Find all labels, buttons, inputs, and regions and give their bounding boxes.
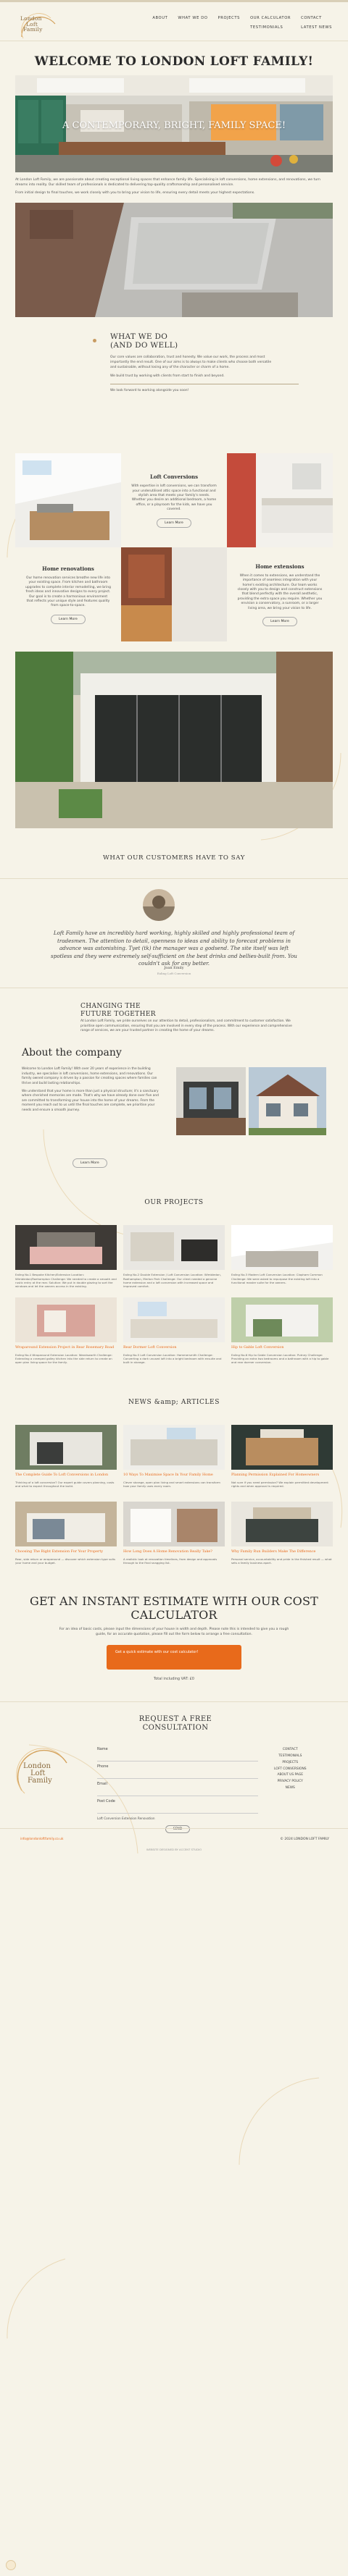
changing-future-section <box>0 988 348 1044</box>
accent-dot <box>93 339 96 342</box>
footer-logo-line-2: Loft <box>30 1769 46 1778</box>
nav-calculator[interactable]: OUR CALCULATOR <box>250 16 291 20</box>
cookie-settings-icon[interactable] <box>6 2560 16 2570</box>
avatar <box>143 889 175 921</box>
news-excerpt: Thinking of a loft conversion? Our expert guide covers planning, costs and what to expect throughout the build. <box>15 1480 115 1488</box>
nav-about[interactable]: ABOUT <box>152 16 168 20</box>
project-title[interactable]: Wraparound Extension Project in Rear Rosemary Road <box>15 1345 115 1350</box>
service-body-ext: When it comes to extensions, we understand the importance of seamless integration with your home's existing architecture. Our team works closely with you to design and construct extensions that blend perfectly with the overall aesthetic, providing the extra space you require. Whether you envision a conservatory, a sunroom, or a larger living area, we bring your vision to life. <box>237 573 323 610</box>
intro-paragraph-2: From initial design to final touches, we work closely with you to bring your vision to life, ensuring every detail meets your highest expectations. <box>15 190 255 195</box>
testimonials-title: WHAT OUR CUSTOMERS HAVE TO SAY <box>102 854 246 862</box>
news-title-link[interactable]: How Long Does A Home Renovation Really Take? <box>123 1549 212 1554</box>
testimonial-author: Joan Emily <box>164 966 184 971</box>
hero-caption: A CONTEMPORARY, BRIGHT, FAMILY SPACE! <box>62 120 286 131</box>
about-section <box>0 1044 348 1179</box>
what-we-do-section <box>0 317 348 453</box>
nav-latest-news[interactable]: LATEST NEWS <box>301 25 332 30</box>
estimate-total: Total including VAT: £0 <box>154 1676 194 1681</box>
about-paragraph-1: Welcome to London Loft Family! With over 20 years of experience in the building industry, we specialise in loft conversions, home extensions, and renovations. Our family owned company is driven by a passion for creating spaces where families can thrive and build lasting relationships. <box>22 1067 157 1085</box>
footer-logo[interactable] <box>16 1746 74 1799</box>
footer-link[interactable]: CONTACT <box>282 1748 298 1752</box>
news-excerpt: A realistic look at renovation timelines, from design and approvals through to the final snagging list. <box>123 1557 218 1565</box>
about-learn-more-button[interactable]: Learn More <box>72 1158 107 1168</box>
footer-link[interactable]: ABOUT US PAGE <box>277 1773 304 1777</box>
service-image-stairs <box>121 547 227 641</box>
project-meta: Ealing No.4 Wraparound Extension Location: Wandsworth Challenge: Extending a cramped galley kitchen into the side return to create an open plan living space for the family. <box>15 1352 112 1365</box>
nav-testimonials[interactable]: TESTIMONIALS <box>250 25 283 30</box>
footer-link[interactable]: PROJECTS <box>282 1760 299 1764</box>
project-meta: Ealing No.6 Hip to Gable Conversion Location: Putney Challenge: Providing an extra two bedrooms and a bathroom with a hip to gable and rear dormer conversion. <box>231 1352 329 1365</box>
about-paragraph-2: We understand that your home is more than just a physical structure; it's a sanctuary where cherished memories are made. That's why we have already done over five and are committed to transforming your house into the home of your dreams. From the moment you reach out to us until the final touches are complete, we prioritise your needs and ensure a smooth journey. <box>22 1090 159 1112</box>
about-image-dormer <box>176 1067 246 1135</box>
consult-form <box>97 1746 258 1833</box>
send-button[interactable]: SEND <box>165 1825 191 1833</box>
extension-patio-image <box>15 652 333 828</box>
project-card[interactable] <box>231 1297 333 1379</box>
news-excerpt: Not sure if you need permission? We explain permitted development rights and when approval is required. <box>231 1480 328 1488</box>
consult-title: REQUEST A FREE CONSULTATION <box>138 1715 212 1732</box>
nav-contact[interactable]: CONTACT <box>301 16 322 20</box>
project-card[interactable] <box>123 1225 225 1297</box>
changing-body: At London Loft Family, we pride ourselves on our attention to detail, professionalism, and commitment to customer satisfaction. We prioritise open communication, ensuring that you are involved in every step of the process. With our experience and comprehensive range of services, we are your trusted partner in creating the home of your dreams. <box>80 1019 292 1033</box>
learn-more-reno-button[interactable]: Learn More <box>51 615 86 624</box>
service-image-bedroom <box>227 453 333 547</box>
what-we-do-title: WHAT WE DO (AND DO WELL) <box>110 332 178 350</box>
footer-credit: WEBSITE DESIGNED BY ACCENT STUDIO <box>146 1848 202 1852</box>
about-title: About the company <box>22 1047 122 1059</box>
footer-logo-line-3: Family <box>28 1777 52 1785</box>
site-footer <box>0 1828 348 1857</box>
service-home-extensions <box>227 547 333 641</box>
service-home-renovations <box>15 547 121 641</box>
logo-line-3: Family <box>23 26 43 33</box>
cost-calculator-button[interactable]: Get a quick estimate with our cost calculator! <box>107 1645 241 1670</box>
footer-copyright: © 2024 LONDON LOFT FAMILY <box>280 1838 329 1842</box>
footer-link[interactable]: PRIVACY POLICY <box>277 1779 303 1783</box>
postcode-field[interactable]: Post Code <box>97 1798 258 1814</box>
news-card[interactable] <box>15 1502 117 1578</box>
name-field[interactable]: Name <box>97 1746 258 1761</box>
site-header <box>0 2 348 41</box>
hero-image <box>15 75 333 172</box>
service-title-reno: Home renovations <box>42 565 94 572</box>
main-nav <box>152 16 332 30</box>
project-meta: Ealing No.2 Double Extension / Loft Conversion Location: Wimbledon, Roehampton, Merton Park Challenge: Our client needed a genuine home extension and a loft conversion with increased space and improved comfort. <box>123 1273 221 1289</box>
phone-field[interactable]: Phone <box>97 1763 258 1779</box>
project-card[interactable] <box>231 1225 333 1297</box>
project-title[interactable]: Rear Dormer Loft Conversion <box>123 1345 177 1350</box>
testimonials-header <box>0 828 348 879</box>
logo-line-2: Loft <box>26 20 38 28</box>
service-checkboxes[interactable]: Loft Conversion Extension Renovation <box>97 1817 155 1821</box>
intro-paragraph-1: At London Loft Family, we are passionate about creating exceptional living spaces that enhance family life. Specialising in loft conversions, home extensions, and renovations, we turn dreams into reality. Our skilled team of professionals is dedicated to delivering top-quality craftsmanship and personalised service. <box>15 178 320 187</box>
page-title: WELCOME TO LONDON LOFT FAMILY! <box>34 54 314 69</box>
footer-link[interactable]: LOFT CONVERSIONS <box>274 1767 307 1771</box>
news-card[interactable] <box>15 1425 117 1502</box>
footer-nav <box>274 1747 307 1791</box>
intro-text <box>15 178 333 195</box>
news-card[interactable] <box>123 1425 225 1502</box>
testimonial <box>0 879 348 988</box>
changing-title: CHANGING THE FUTURE TOGETHER <box>80 1003 156 1018</box>
what-we-do-p2: We build trust by working with clients from start to finish and beyond. <box>110 374 225 379</box>
news-header <box>0 1379 348 1425</box>
learn-more-ext-button[interactable]: Learn More <box>262 617 297 626</box>
news-title: NEWS &amp; ARTICLES <box>128 1399 220 1407</box>
estimate-body: For an idea of basic costs, please input the dimensions of your house in width and depth. Please note this is intended to give you a rough guide, for an accurate quotation, please fill out the form below to arrange a free consultation. <box>59 1628 289 1636</box>
nav-what-we-do[interactable]: WHAT WE DO <box>178 16 208 20</box>
learn-more-loft-button[interactable]: Learn More <box>157 518 191 528</box>
site-logo[interactable] <box>16 9 64 41</box>
news-card[interactable] <box>231 1502 333 1578</box>
project-card[interactable] <box>15 1297 117 1379</box>
service-title-loft: Loft Conversions <box>149 473 199 481</box>
service-loft-conversions <box>121 453 227 547</box>
what-we-do-p3: We look forward to working alongside you soon! <box>110 388 189 392</box>
projects-grid <box>15 1225 333 1379</box>
roof-illustration <box>15 203 333 317</box>
estimate-title: GET AN INSTANT ESTIMATE WITH OUR COST CALCULATOR <box>30 1594 318 1622</box>
logo-line-1: London <box>20 15 42 22</box>
news-title-link[interactable]: Planning Permission Explained For Homeowners <box>231 1473 320 1478</box>
what-we-do-p1: Our core values are collaboration, trust and honesty. We value our work, the process and most importantly the end result. One of our aims is to always to make clients who choose both versatile and sustainable, without losing any of the character or charm of a home. <box>110 355 272 369</box>
project-card[interactable] <box>15 1225 117 1297</box>
estimate-section <box>0 1578 348 1701</box>
email-field[interactable]: Email <box>97 1780 258 1796</box>
service-body-loft: With expertise in loft conversions, we can transform your underutilised attic space into a functional and stylish area that meets your family's needs. Whether you desire an additional bedroom, a home office, or a playroom for the kids, we have you covered. <box>131 484 217 512</box>
projects-header <box>0 1179 348 1225</box>
testimonial-quote: Loft Family have an incredibly hard working, highly skilled and highly professional team of tradesmen. The attention to detail, openness to ideas and ability to forecast problems in advance was astonishing. Tyet (tk) the manager was a godsend. The site itself was left spotless and they were extremely self-sufficient on the best drinks and bellies-built from. You couldn't ask for any better. <box>51 930 297 967</box>
news-grid <box>15 1425 333 1578</box>
service-title-ext: Home extensions <box>255 563 304 570</box>
news-title-link[interactable]: The Complete Guide To Loft Conversions in London <box>15 1473 109 1478</box>
project-meta: Ealing No.5 Loft Conversion Location: Hammersmith Challenge: Converting a dark unused loft into a bright bedroom with ensuite and built in storage. <box>123 1352 222 1365</box>
testimonial-role: Ealing Loft Conversion <box>157 972 191 976</box>
about-image-house <box>249 1067 326 1135</box>
project-meta: Ealing No.1 Bespoke Kitchen/Extension Location: Wimbledon/Roehampton Challenge: We needed to create a smooth and rustic entry at the rear. Solution: We put in double glazing to sort the windows and let the owners access in the existing. <box>15 1273 117 1289</box>
projects-title: OUR PROJECTS <box>144 1199 204 1207</box>
news-title-link[interactable]: Choosing The Right Extension For Your Property <box>15 1549 104 1554</box>
news-card[interactable] <box>123 1502 225 1578</box>
project-meta: Ealing No.3 Modern Loft Conversion Location: Clapham Common Challenge: We were asked to repurpose the existing loft into a functional master suite for the owners. <box>231 1273 323 1284</box>
patio-illustration <box>15 652 333 828</box>
news-card[interactable] <box>231 1425 333 1502</box>
service-body-reno: Our home renovation services breathe new life into your existing space. From kitchen and bathroom upgrades to complete interior remodelling, we bring fresh ideas and innovative designs to every project. Our goal is to create a harmonious environment that reflects your unique style and features quality from space-to-space. <box>25 576 111 608</box>
news-excerpt: Clever storage, open plan living and smart extensions can transform how your family uses every room. <box>123 1480 220 1488</box>
news-title-link[interactable]: 10 Ways To Maximise Space In Your Family Home <box>123 1473 213 1478</box>
services-grid <box>15 453 333 641</box>
news-excerpt: Personal service, accountability and pride in the finished result — what sets a family business apart. <box>231 1557 332 1565</box>
footer-link[interactable]: NEWS <box>285 1785 295 1790</box>
footer-link[interactable]: TESTIMONIALS <box>278 1754 302 1759</box>
news-excerpt: Rear, side return or wraparound — discover which extension type suits your home and your budget. <box>15 1557 116 1565</box>
news-title-link[interactable]: Why Family Run Builders Make The Difference <box>231 1549 316 1554</box>
footer-email[interactable]: info@londonloftfamily.co.uk <box>20 1838 64 1842</box>
service-image-loft-interior <box>15 453 121 547</box>
nav-projects[interactable]: PROJECTS <box>218 16 241 20</box>
consultation-section <box>0 1701 348 1832</box>
project-title[interactable]: Hip to Gable Loft Conversion <box>231 1345 284 1350</box>
footer-logo-line-1: London <box>23 1762 51 1771</box>
project-card[interactable] <box>123 1297 225 1379</box>
roof-aerial-image <box>15 203 333 317</box>
